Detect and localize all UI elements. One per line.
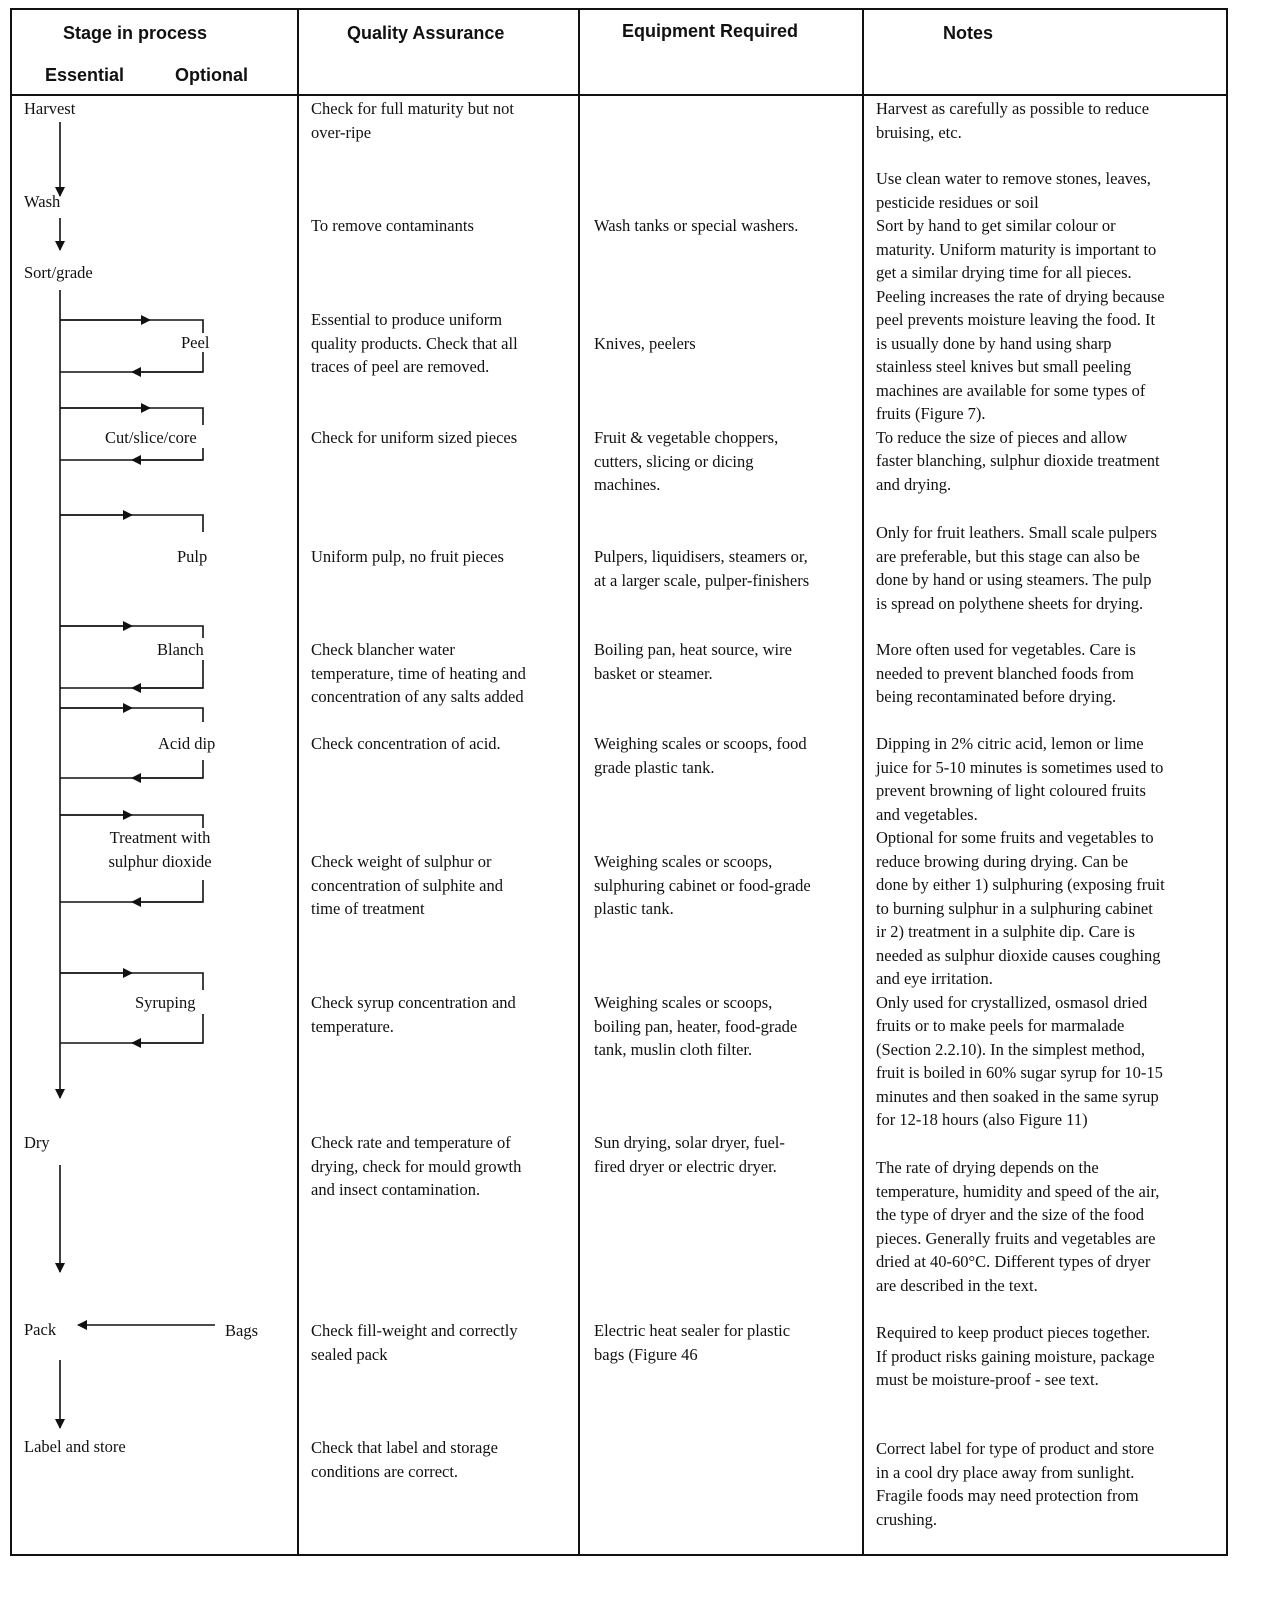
equipment-peel: Knives, peelers (594, 334, 696, 353)
header-notes: Notes (943, 23, 994, 43)
column-divider (578, 8, 580, 1556)
equipment-cut: Fruit & vegetable choppers, cutters, slicing or dicing machines. (594, 428, 779, 494)
qa-pulp: Uniform pulp, no fruit pieces (311, 547, 504, 566)
stage-bags: Bags (225, 1321, 258, 1340)
header-quality-assurance: Quality Assurance (347, 23, 505, 43)
notes-dry: The rate of drying depends on the temperature, humidity and speed of the air, the type of dryer and the size of the food pieces. Generally fruits and vegetables are dried at 40-60°C. Different types of dryer are described in the text. (876, 1158, 1160, 1295)
header-stage: Stage in process (63, 23, 208, 43)
qa-dry: Check rate and temperature of drying, check for mould growth and insect contamination. (311, 1133, 522, 1199)
qa-cut: Check for uniform sized pieces (311, 428, 518, 447)
qa-blanch: Check blancher water temperature, time of heating and concentration of any salts added (311, 640, 526, 706)
qa-syruping: Check syrup concentration and temperature. (311, 993, 516, 1036)
equipment-wash: Wash tanks or special washers. (594, 216, 799, 235)
equipment-pack: Electric heat sealer for plastic bags (Figure 46 (594, 1321, 791, 1364)
notes-wash-to-cut: Use clean water to remove stones, leaves, pesticide residues or soil Sort by hand to get similar colour or maturity. Uniform maturity is important to get a similar drying time for all pieces. Peeling increases the rate of drying because peel prevents moisture leaving the food. It is usually done by hand using sharp stainless steel knives but small peeling machines are available for some types of fruits (Figure 7). To reduce the size of pieces and allow faster blanching, sulphur dioxide treatment and drying. (876, 169, 1165, 494)
equipment-sulphur: Weighing scales or scoops, sulphuring cabinet or food-grade plastic tank. (594, 852, 811, 918)
stage-label-store: Label and store (24, 1437, 126, 1456)
stage-harvest: Harvest (24, 99, 76, 118)
notes-acid-to-syrup: Dipping in 2% citric acid, lemon or lime juice for 5-10 minutes is sometimes used to prevent browning of light coloured fruits and vegetables. Optional for some fruits and vegetables to reduce browing during drying. Can be done by either 1) sulphuring (exposing fruit to burning sulphur in a sulphuring cabinet ir 2) treatment in a sulphite dip. Care is needed as sulphur dioxide causes coughing and eye irritation. Only used for crystallized, osmasol dried fruits or to make peels for marmalade (Section 2.2.10). In the simplest method, fruit is boiled in 60% sugar syrup for 10-15 minutes and then soaked in the same syrup for 12-18 hours (also Figure 11) (876, 734, 1165, 1129)
notes-label: Correct label for type of product and store in a cool dry place away from sunlight. Fragile foods may need protection from crushing. (876, 1439, 1155, 1529)
qa-harvest: Check for full maturity but not over-ripe (311, 99, 515, 142)
stage-blanch: Blanch (157, 640, 204, 659)
qa-pack: Check fill-weight and correctly sealed pack (311, 1321, 518, 1364)
notes-pack: Required to keep product pieces together. If product risks gaining moisture, package must be moisture-proof - see text. (876, 1323, 1155, 1389)
qa-wash: To remove contaminants (311, 216, 474, 235)
loop-pulp (60, 515, 203, 532)
stage-pulp: Pulp (177, 547, 208, 566)
equipment-acid-dip: Weighing scales or scoops, food grade plastic tank. (594, 734, 807, 777)
stage-pack: Pack (24, 1320, 57, 1339)
header-essential: Essential (45, 65, 125, 85)
equipment-pulp: Pulpers, liquidisers, steamers or, at a larger scale, pulper-finishers (594, 547, 810, 590)
qa-sulphur: Check weight of sulphur or concentration of sulphite and time of treatment (311, 852, 503, 918)
header-optional: Optional (175, 65, 248, 85)
stage-cut-slice-core: Cut/slice/core (105, 428, 197, 447)
qa-label: Check that label and storage conditions are correct. (311, 1438, 498, 1481)
stage-acid-dip: Acid dip (158, 734, 216, 753)
stage-wash: Wash (24, 192, 61, 211)
equipment-dry: Sun drying, solar dryer, fuel- fired dryer or electric dryer. (594, 1133, 785, 1176)
equipment-blanch: Boiling pan, heat source, wire basket or steamer. (594, 640, 792, 683)
equipment-syruping: Weighing scales or scoops, boiling pan, heater, food-grade tank, muslin cloth filter. (594, 993, 798, 1059)
qa-acid-dip: Check concentration of acid. (311, 734, 501, 753)
stage-dry: Dry (24, 1133, 50, 1152)
header-equipment: Equipment Required (622, 21, 799, 41)
qa-peel: Essential to produce uniform quality products. Check that all traces of peel are removed. (311, 310, 518, 376)
stage-syruping: Syruping (135, 993, 196, 1012)
notes-blanch: More often used for vegetables. Care is needed to prevent blanched foods from being recontaminated before drying. (876, 640, 1136, 706)
stage-sulphur-dioxide: Treatment with sulphur dioxide (108, 828, 212, 871)
column-divider (862, 8, 864, 1556)
stage-peel: Peel (181, 333, 210, 352)
stage-sort-grade: Sort/grade (24, 263, 93, 282)
notes-harvest: Harvest as carefully as possible to reduce bruising, etc. (876, 99, 1150, 142)
notes-pulp: Only for fruit leathers. Small scale pulpers are preferable, but this stage can also be done by hand or using steamers. The pulp is spread on polythene sheets for drying. (876, 523, 1157, 613)
